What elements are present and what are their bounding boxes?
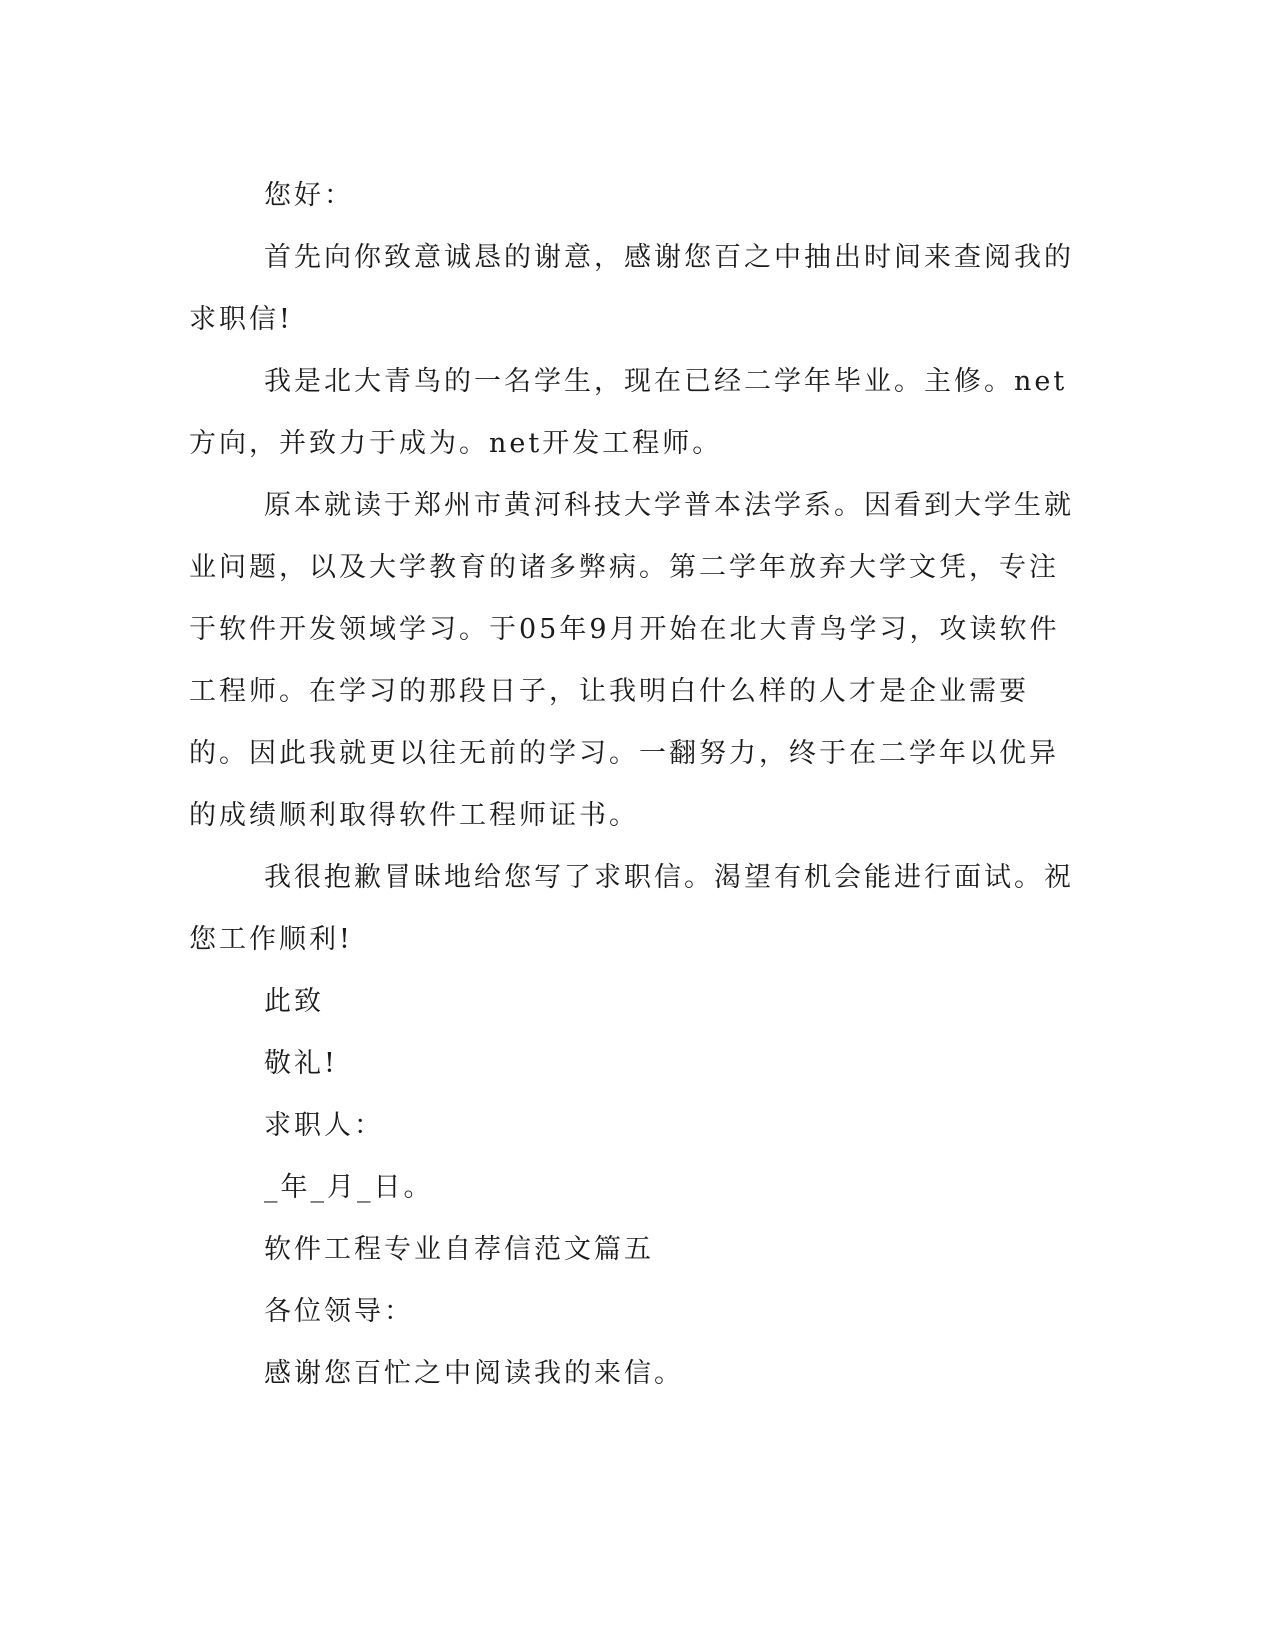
paragraph-thanks: 首先向你致意诚恳的谢意，感谢您百之中抽出时间来查阅我的求职信! xyxy=(189,242,1074,335)
section-title: 软件工程专业自荐信范文篇五 xyxy=(264,1234,654,1265)
paragraph-intro: 我是北大青鸟的一名学生，现在已经二学年毕业。主修。net方向，并致力于成为。net开发工程师。 xyxy=(189,366,1068,459)
letter-body xyxy=(189,165,1075,1405)
closing-cizhi: 此致 xyxy=(264,986,324,1017)
next-first-line: 感谢您百忙之中阅读我的来信。 xyxy=(264,1358,684,1389)
paragraph-request: 我很抱歉冒昧地给您写了求职信。渴望有机会能进行面试。祝您工作顺利! xyxy=(189,862,1074,955)
signer-label: 求职人： xyxy=(264,1110,384,1141)
closing-jingli: 敬礼! xyxy=(264,1048,338,1079)
greeting: 您好： xyxy=(264,180,354,211)
paragraph-background: 原本就读于郑州市黄河科技大学普本法学系。因看到大学生就业问题，以及大学教育的诸多弊病。第二学年放弃大学文凭，专注于软件开发领域学习。于05年9月开始在北大青鸟学习，攻读软件工程师。在学习的那段日子，让我明白什么样的人才是企业需要的。因此我就更以往无前的学习。一翻努力，终于在二学年以优异的成绩顺利取得软件工程师证书。 xyxy=(189,490,1074,831)
date-line: _年_月_日。 xyxy=(264,1172,434,1203)
next-greeting: 各位领导： xyxy=(264,1296,414,1327)
